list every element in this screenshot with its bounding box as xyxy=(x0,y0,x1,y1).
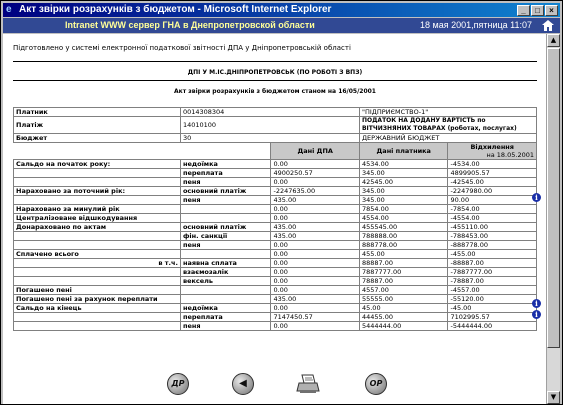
info-label: Бюджет xyxy=(14,134,181,143)
table-row xyxy=(14,205,537,214)
table-row xyxy=(14,304,537,313)
row-sublabel: переплата xyxy=(180,169,271,178)
row-label xyxy=(14,196,181,205)
diff-value: 7102995.57 xyxy=(448,313,537,322)
table-row xyxy=(14,214,537,223)
scroll-down-arrow[interactable]: ▼ xyxy=(547,391,560,404)
diff-value: -788453.00 xyxy=(448,232,537,241)
ie-logo-icon: e xyxy=(6,4,12,15)
payer-value: 888778.00 xyxy=(359,241,448,250)
table-row xyxy=(14,286,537,295)
site-title: Intranet WWW сервер ГНА в Днепропетровской области xyxy=(65,20,315,30)
dpa-value: 435.00 xyxy=(271,295,360,304)
payer-value: 788888.00 xyxy=(359,232,448,241)
row-label xyxy=(14,322,181,331)
row-label xyxy=(14,178,181,187)
diff-value: -455.00 xyxy=(448,250,537,259)
row-sublabel: основний платіж xyxy=(180,187,271,196)
window-title: Акт звірки розрахунків з бюджетом - Microsoft Internet Explorer xyxy=(19,4,332,15)
payer-value: 455.00 xyxy=(359,250,448,259)
row-sublabel: пеня xyxy=(180,196,271,205)
row-label: Сплачено всього xyxy=(14,250,181,259)
diff-value: -42545.00 xyxy=(448,178,537,187)
payer-value: 45.00 xyxy=(359,304,448,313)
dpa-value: 0.00 xyxy=(271,160,360,169)
scroll-up-arrow[interactable]: ▲ xyxy=(547,34,560,47)
dpa-value: 0.00 xyxy=(271,322,360,331)
row-label: Погашено пені за рахунок переплати xyxy=(14,295,181,304)
diff-value: -55120.00 xyxy=(448,295,537,304)
dpa-value: 0.00 xyxy=(271,178,360,187)
row-label xyxy=(14,268,181,277)
diff-value: 90.00 xyxy=(448,196,537,205)
table-row xyxy=(14,322,537,331)
diff-value: -4557.00 xyxy=(448,286,537,295)
row-label xyxy=(14,313,181,322)
col-diff: Відхилення на 18.05.2001 xyxy=(448,143,537,160)
table-row xyxy=(14,232,537,241)
row-label: Нараховано за минулий рік xyxy=(14,205,181,214)
row-label: Нараховано за поточний рік: xyxy=(14,187,181,196)
scroll-thumb[interactable] xyxy=(547,48,560,348)
table-row xyxy=(14,178,537,187)
payer-value: 42545.00 xyxy=(359,178,448,187)
info-value: ПОДАТОК НА ДОДАНУ ВАРТІСТЬ по ВІТЧИЗНЯНИХ ТОВАРАХ (роботах, послугах) xyxy=(359,117,536,134)
row-label: Донараховано по актам xyxy=(14,223,181,232)
diff-value: -88887.00 xyxy=(448,259,537,268)
diff-value: -888778.00 xyxy=(448,241,537,250)
dpa-value: 0.00 xyxy=(271,304,360,313)
reconciliation-table xyxy=(13,107,537,331)
info-value: "ПІДПРИЄМСТВО-1" xyxy=(359,108,536,117)
row-label xyxy=(14,169,181,178)
diff-value: -2247980.00 xyxy=(448,187,537,196)
minimize-button[interactable]: _ xyxy=(517,5,530,16)
table-row xyxy=(14,108,537,117)
info-icon[interactable]: i xyxy=(532,193,541,202)
col-dpa: Дані ДПА xyxy=(271,143,360,160)
info-label: Платник xyxy=(14,108,181,117)
info-label: Платіж xyxy=(14,117,181,134)
vertical-scrollbar[interactable] xyxy=(546,34,560,404)
row-sublabel xyxy=(180,286,271,295)
site-header xyxy=(3,18,560,33)
payer-value: 345.00 xyxy=(359,169,448,178)
row-label xyxy=(14,241,181,250)
payer-value: 55555.00 xyxy=(359,295,448,304)
page-content xyxy=(3,34,547,404)
info-icon[interactable]: i xyxy=(532,310,541,319)
dpa-value: 0.00 xyxy=(271,268,360,277)
diff-value: -5444444.00 xyxy=(448,322,537,331)
row-label xyxy=(14,232,181,241)
payer-value: 4554.00 xyxy=(359,214,448,223)
info-code: 14010100 xyxy=(180,117,359,134)
prepared-note: Підготовлено у системі електронної податкової звітності ДПА у Дніпропетровській області xyxy=(13,44,351,52)
table-row xyxy=(14,160,537,169)
row-label: Погашено пені xyxy=(14,286,181,295)
table-row xyxy=(14,259,537,268)
dr-button[interactable]: ДР xyxy=(167,373,189,395)
table-row xyxy=(14,169,537,178)
dpa-value: 0.00 xyxy=(271,286,360,295)
table-row xyxy=(14,250,537,259)
diff-value: -4534.00 xyxy=(448,160,537,169)
table-row xyxy=(14,313,537,322)
payer-value: 4557.00 xyxy=(359,286,448,295)
dpa-value: 0.00 xyxy=(271,214,360,223)
dpa-value: 7147450.57 xyxy=(271,313,360,322)
dpa-value: 435.00 xyxy=(271,223,360,232)
row-sublabel: недоїмка xyxy=(180,160,271,169)
dpa-value: 0.00 xyxy=(271,250,360,259)
payer-value: 455545.00 xyxy=(359,223,448,232)
table-row xyxy=(14,277,537,286)
row-sublabel: основний платіж xyxy=(180,223,271,232)
row-sublabel: пеня xyxy=(180,322,271,331)
row-sublabel: переплата xyxy=(180,313,271,322)
row-sublabel: фін. санкції xyxy=(180,232,271,241)
row-sublabel: пеня xyxy=(180,241,271,250)
divider xyxy=(13,80,537,81)
row-label xyxy=(14,277,181,286)
tax-office-name: ДПІ У М.ІС.ДНІПРОПЕТРОВСЬК (ПО РОБОТІ З ВПЗ) xyxy=(187,69,363,76)
info-value: ДЕРЖАВНИЙ БЮДЖЕТ xyxy=(359,134,536,143)
payer-value: 7887777.00 xyxy=(359,268,448,277)
diff-value: -455110.00 xyxy=(448,223,537,232)
row-sublabel xyxy=(180,205,271,214)
row-sublabel: пеня xyxy=(180,178,271,187)
table-row xyxy=(14,196,537,205)
dpa-value: -2247635.00 xyxy=(271,187,360,196)
diff-value: -78887.00 xyxy=(448,277,537,286)
printer-icon[interactable] xyxy=(295,373,321,395)
info-code: 30 xyxy=(180,134,359,143)
row-sublabel: наявна сплата xyxy=(180,259,271,268)
title-bar xyxy=(3,3,560,17)
payer-value: 7854.00 xyxy=(359,205,448,214)
row-sublabel: недоїмка xyxy=(180,304,271,313)
dpa-value: 0.00 xyxy=(271,259,360,268)
diff-value: -45.00 xyxy=(448,304,537,313)
payer-value: 5444444.00 xyxy=(359,322,448,331)
row-sublabel xyxy=(180,214,271,223)
diff-value: -7887777.00 xyxy=(448,268,537,277)
act-title: Акт звірки розрахунків з бюджетом станом на 16/05/2001 xyxy=(174,88,376,95)
dpa-value: 4900250.57 xyxy=(271,169,360,178)
diff-value: -7854.00 xyxy=(448,205,537,214)
table-row xyxy=(14,134,537,143)
date-time: 18 мая 2001,пятница 11:07 xyxy=(420,20,532,30)
table-row xyxy=(14,223,537,232)
home-icon[interactable] xyxy=(542,20,554,31)
payer-value: 4534.00 xyxy=(359,160,448,169)
dpa-value: 435.00 xyxy=(271,196,360,205)
payer-value: 78887.00 xyxy=(359,277,448,286)
maximize-button[interactable]: □ xyxy=(531,5,544,16)
payer-value: 345.00 xyxy=(359,196,448,205)
diff-value: 4899905.57 xyxy=(448,169,537,178)
dpa-value: 435.00 xyxy=(271,232,360,241)
table-row xyxy=(14,295,537,304)
payer-value: 44455.00 xyxy=(359,313,448,322)
dpa-value: 0.00 xyxy=(271,277,360,286)
dpa-value: 0.00 xyxy=(271,241,360,250)
info-icon[interactable]: i xyxy=(532,299,541,308)
table-row xyxy=(14,268,537,277)
row-sublabel xyxy=(180,250,271,259)
row-sublabel: вексель xyxy=(180,277,271,286)
row-sublabel xyxy=(180,295,271,304)
table-row xyxy=(14,117,537,134)
table-row xyxy=(14,187,537,196)
row-label: Централізоване відшкодування xyxy=(14,214,181,223)
window-controls xyxy=(517,5,558,16)
payer-value: 88887.00 xyxy=(359,259,448,268)
row-label: в т.ч. xyxy=(14,259,181,268)
close-button[interactable]: × xyxy=(545,5,558,16)
payer-value: 345.00 xyxy=(359,187,448,196)
back-button[interactable]: ◀ xyxy=(232,373,254,395)
row-sublabel: взаємозалік xyxy=(180,268,271,277)
col-payer: Дані платника xyxy=(359,143,448,160)
row-label: Сальдо на початок року: xyxy=(14,160,181,169)
table-header-row xyxy=(14,143,537,160)
divider xyxy=(13,61,537,62)
table-row xyxy=(14,241,537,250)
dpa-value: 0.00 xyxy=(271,205,360,214)
info-code: 0014308304 xyxy=(180,108,359,117)
or-button[interactable]: ОР xyxy=(365,373,387,395)
row-label: Сальдо на кінець xyxy=(14,304,181,313)
diff-value: -4554.00 xyxy=(448,214,537,223)
